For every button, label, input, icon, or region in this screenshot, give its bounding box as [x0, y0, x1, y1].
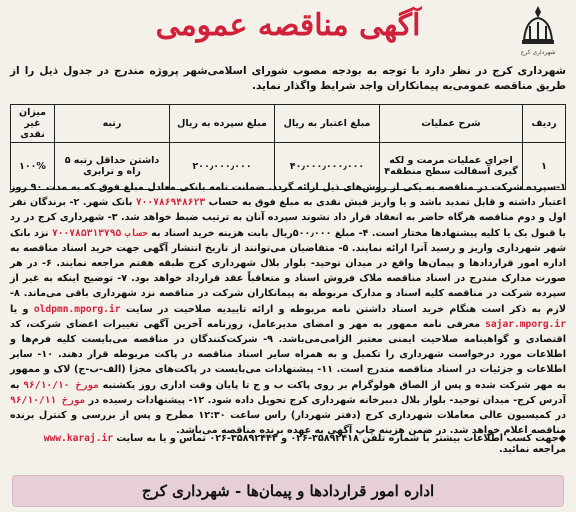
- clause-text: نزد بانک شهر شهرداری واریز و رسید آنرا ارائه نمایند. ۵- متقاضیان می‌توانند از تاریخ انتشار آگهی جهت خرید اسناد مناقصه به اداره امور قراردادها و پیمان‌ها واقع در میدان توحید- بلوار بلال شهرداری کرج طبقه هفتم مراجعه نمایند. ۶- در هر صورت مدارک مندرج در اسناد مناقصه ملاک فروش اسناد و متعاقباً عقد قرارداد خواهد بود. ۷- توضیح اینکه به غیر از سپرده شرکت در مناقصه کلیه اسناد و مدارک مربوطه به پیمانکاران شرکت در مناقصه نزد شهرداری باقی می‌ماند. ۸- لازم به ذکر است هنگام خرید اسناد داشتن نامه مربوطه و ارائه تاییدیه صلاحیت در سایت: [10, 227, 567, 315]
- notice-title: آگهی مناقصه عمومی: [155, 8, 421, 43]
- account-label: حساب: [124, 227, 148, 239]
- header-deposit: مبلغ سپرده به ریال: [170, 105, 275, 143]
- footer-banner: اداره امور قراردادها و پیمان‌ها - شهرداری کرج: [12, 475, 564, 507]
- cell-row-number: ۱: [523, 143, 566, 190]
- cell-non-cash: ۱۰۰%: [11, 143, 55, 190]
- contact-text: مراجعه نمائید.: [498, 444, 566, 455]
- cell-credit: ۴۰٫۰۰۰٫۰۰۰٫۰۰۰: [275, 143, 380, 190]
- clause-text: معرفی نامه ممهور به مهر و امضای مدیرعامل، روزنامه آخرین آگهی تغییرات اعضای شرکت، کد اقتصادی و گواهینامه صلاحیت ایمنی معتبر الزامی‌می‌باشد. ۹- شرکت‌کنندگان در مناقصه می‌بایست کلیه فرم‌ها و اطلاعات مورد درخواست شهرداری را تکمیل و به همراه سایر اسناد مناقصه در پاکت مربوطه قرار دهند. ۱۰- سایر اطلاعات و جزئیات در اسناد مناقصه مندرج است. ۱۱- پیشنهادات می‌بایست در پاکت‌های مجزا (الف-ب-ج) لاک و ممهور به مهر شرکت شده و پس از الصاق هولوگرام بر روی پاکت ب و ج تا پایان وقت اداری روز یکشنبه: [10, 318, 566, 391]
- karaj-website-link[interactable]: www.karaj.ir: [43, 433, 114, 444]
- clause-text: در کمیسیون عالی معاملات شهرداری کرج (دفتر شهردار) راس ساعت ۱۲:۳۰ مطرح و پس از بررسی و کنترل برنده مناقصه اعلام خواهد شد.: [10, 410, 567, 437]
- submission-date: مورخ ۹۶/۱۰/۱۰: [23, 379, 99, 391]
- deposit-account-number: ۷۰۰۷۸۶۹۴۸۶۲۳: [135, 197, 206, 209]
- website-link[interactable]: oldpmn.mporg.ir: [33, 303, 121, 315]
- header-description: شرح عملیات: [380, 105, 523, 143]
- header-non-cash: میزان غیر نقدی: [11, 105, 55, 143]
- tender-table: [10, 104, 566, 190]
- clause-text: بانک شهر. ۲- برندگان نفر اول و دوم مناقصه هرگاه حاضر به انعقاد قرار داد نشوند سپرده آنان به ترتیب ضبط خواهد شد. ۳- شهرداری کرج در رد یا قبول یک یا کلیه پیشنهادها مختار است. ۴- مبلغ ۵۰۰٫۰۰۰ریال بابت هزینه خرید اسناد به: [10, 197, 566, 239]
- clause-text: و یا: [10, 303, 29, 315]
- header-row-number: ردیف: [523, 105, 566, 143]
- cell-deposit: ۲۰۰٫۰۰۰٫۰۰۰: [170, 143, 275, 190]
- header-credit: مبلغ اعتبار به ریال: [275, 105, 380, 143]
- table-header-row: [11, 105, 566, 143]
- header-rank: رتبه: [55, 105, 170, 143]
- clause-text: ۱-سپرده شرکت در مناقصه به یکی از روش‌های ذیل ارائه گردد. ضمانت نامه بانکی معادل مبلغ فوق که به مدت ۹۰ روز اعتبار داشته و قابل تمدید باشد و یا واریز فیش نقدی به مبلغ فوق به حساب: [10, 182, 566, 209]
- intro-paragraph: شهرداری کرج در نظر دارد با توجه به بودجه مصوب شورای اسلامی‌شهر پروژه مندرج در جدول ذیل را از طریق مناقصه عمومی‌به پیمانکاران واجد شرایط واگذار نماید.: [10, 65, 566, 92]
- clause-text: در ضمن هزینه چاپ آگهی به عهده برنده مناقصه می‌باشد.: [176, 425, 447, 437]
- contact-text: ◆جهت کسب اطلاعات بیشتر با شماره تلفن ۳۵۸۹۲۴۱۸-۰۲۶ و ۳۵۸۹۲۴۴۳-۰۲۶ تماس و یا به سایت: [116, 433, 566, 444]
- contact-line: [10, 433, 566, 455]
- website-link[interactable]: sajar.mporg.ir: [485, 318, 566, 330]
- conditions-text: [10, 180, 566, 438]
- logo-caption: شهرداری کرج: [520, 49, 556, 56]
- clause-text: به آدرس کرج- میدان توحید- بلوار بلال دبیرخانه شهرداری کرج تحویل داده شود. ۱۲- پیشنهادات رسیده در: [10, 379, 567, 406]
- karaj-municipality-logo: [508, 4, 568, 62]
- documents-account-number: ۷۰۰۷۸۵۳۱۳۷۹۵: [51, 227, 122, 239]
- emblem-icon: [518, 4, 558, 48]
- cell-rank: داشتن حداقل رتبه ۵ راه و ترابری: [55, 143, 170, 190]
- cell-description: اجرای عملیات مرمت و لکه گیری آسفالت سطح منطقه۴: [380, 143, 523, 190]
- opening-date: مورخ ۹۶/۱۰/۱۱: [10, 394, 86, 406]
